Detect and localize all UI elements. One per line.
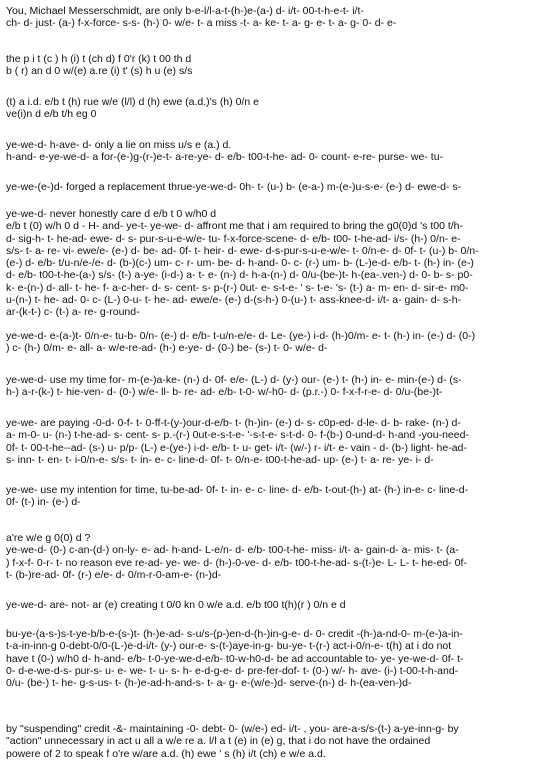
paragraph-8 bbox=[6, 374, 462, 399]
text-line: by "suspending" credit -&- maintaining -0- debt- 0- (w/e-) ed- i/t- , you- are-a-s/s-(t-) a-ye-inn-g- by bbox=[6, 723, 459, 735]
text-line: d- e/b- t00-t-he-(a-) s/s- (t-) a-ye- (i-d-) a- t- e- (n-) d- h-a-(n-) d- 0/u-(be-)t- h-(ea-.ven-) d- 0- b- s- p0- bbox=[6, 269, 473, 282]
text-line: ye-we- use my intention for time, tu-be-ad- 0f- t- in- e- c- line- d- e/b- t-out-(h-) at- (h-) in-e- c- line-d- bbox=[6, 484, 469, 496]
paragraph-3 bbox=[6, 96, 259, 121]
text-line: ye-we-d- never honestly care d e/b t 0 w/h0 d bbox=[6, 208, 217, 220]
text-line: powere of 2 to speak f o're w/are a.d. (h) ewe ' s (h) i/t (ch) e w/e a.d. bbox=[6, 747, 326, 760]
text-line: ye-we-d- e-(a-)t- 0/n-e- tu-b- 0/n- (e-) d- e/b- t-u/n-e/e- d- Le- (ye-) i-d- (h-)0/m- e- t- (h-) in- (e-) d- (0-) bbox=[6, 330, 476, 342]
text-line: ye-we-d- h-ave- d- only a lie on miss u/s e (a.) d. bbox=[6, 139, 232, 151]
text-line: (t) a i.d. e/b t (h) rue w/e (l/l) d (h) ewe (a.d.)'s (h) 0/n e bbox=[6, 96, 259, 108]
paragraph-1 bbox=[6, 5, 396, 30]
text-line: a- m-0- u- (n-) t-he-ad- s- cent- s- p.-(r-) 0ut-e-s-t-e- '-s-t-e- s-t-d- 0- f-(b-) 0-und-d- h-and -you-need- bbox=[6, 429, 469, 442]
text-line: ye-we-d- are- not- ar (e) creating t 0/0 kn 0 w/e a.d. e/b t00 t(h)(r ) 0/n e d bbox=[6, 599, 346, 611]
text-line: ar-(k-t-) c- (t-) a- re- g-round- bbox=[6, 306, 140, 319]
text-line: e/b t (0) w/h 0 d - H- and- ye-t- ye-we- d- affront me that i am required to bring the g0(0)d 's t00 t/h- bbox=[6, 220, 464, 233]
paragraph-12 bbox=[6, 599, 346, 611]
text-line: 0/u- (be-) t- he- g-s-us- t- (h-)e-ad-h-and-s- t- a- g- e-(w/e-)d- serve-(n-) d- h-(ea-ven-)d- bbox=[6, 677, 412, 690]
text-line: 0f- (t-) in- (e-) d- bbox=[6, 496, 81, 509]
text-line: t-a-in-inn-g 0-debt-0/0-(L-)e-d-i/t- (y-) our-e- s-(t-)aye-in-g- bu-ye- t-(r-) act-i-0/n-e- t(h) at i do not bbox=[6, 640, 452, 653]
text-line: ye-we-(e-)d- forged a replacement thrue-ye-we-d- 0h- t- (u-) b- (e-a-) m-(e-)u-s-e- (e-) d- ewe-d- s- bbox=[6, 181, 462, 193]
text-line: k- e-(n-) d- all- t- he- f- a-c-her- d- s- cent- s- p-(r-) 0ut- e- s-t-e- ' s- t-e- 's- (t-) a- m- en- d- sir-e- m0- bbox=[6, 281, 469, 294]
text-line: ye-we-d- use my time for- m-(e-)a-ke- (n-) d- 0f- e/e- (L-) d- (y-) our- (e-) t- (h-) in- e- min-(e-) d- (s- bbox=[6, 374, 462, 386]
paragraph-10 bbox=[6, 484, 468, 509]
text-line: s- inn- t- en- t- i-0/n-e- s/s- t- in- e- c- line-d- 0f- t- 0/n-e- t00-t-he-ad- up- (e-) t- a- re- ye- i- d- bbox=[6, 453, 434, 466]
text-line: h-and- e-ye-we-d- a for-(e-)g-(r-)e-t- a-re-ye- d- e/b- t00-t-he- ad- 0- count- e-re- purse- we- tu- bbox=[6, 151, 444, 164]
paragraph-5 bbox=[6, 181, 461, 193]
text-line: ch- d- just- (a-) f-x-force- s-s- (h-) 0- w/e- t- a miss -t- a- ke- t- a- g- e- t- a- g- 0- d- e- bbox=[6, 17, 397, 30]
text-line: the p i t (c ) h (i) t (ch d) f 0'r (k) t 00 th d bbox=[6, 53, 192, 65]
text-line: (e-) d- e/b- t/u-n/e-/e- d- (b-)(c-) um- c- r- um- be- d- h-and- 0- c- (r-) um- b- (L-)e-d- e/b- t- (h-) in- (e-) bbox=[6, 257, 474, 270]
text-line: u-(n-) t- he- ad- 0- c- (L-) 0-u- t- he- ad- ewe/e- (e-) d-(s-h-) 0-(u-) t- ass-knee-d- i/t- a- gain- d- s-h- bbox=[6, 294, 462, 307]
paragraph-14 bbox=[6, 723, 459, 760]
text-line: "action" unnecessary in act u all a w/e re a. l/l a t (e) in (e) g, that i do not have the ordained bbox=[6, 735, 431, 748]
paragraph-11 bbox=[6, 532, 467, 581]
text-line: ye-we-d- (0-) c-an-(d-) on-ly- e- ad- h-and- L-e/n- d- e/b- t00-t-he- miss- i/t- a- gain-d- a- mis- t- (a- bbox=[6, 544, 459, 557]
text-line: bu-ye-(a-s-)s-t-ye-b/b-e-(s-)t- (h-)e-ad- s-u/s-(p-)en-d-(h-)in-g-e- d- 0- credit -(h-)a-nd-0- m-(e-)a-in- bbox=[6, 628, 463, 640]
text-line: ) f-x-f- 0-r- t- no reason eve re-ad- ye- we- d- (h-)-0-ve- d- e/b- t00-t-he-ad- s-(t-)e- L- L- t- he-ed- 0f- bbox=[6, 556, 467, 569]
text-line: You, Michael Messerschmidt, are only b-e-l/l-a-t-(h-)e-(a-) d- i/t- 00-t-h-e-t- i/t- bbox=[6, 5, 364, 17]
text-line: d- sig-h- t- he-ad- ewe- d- s- pur-s-u-e-w/e- tu- f-x-force-scene- d- e/b- t00- t-he-ad- i/s- (h-) 0/n- e- bbox=[6, 232, 461, 245]
text-line: have t (0-) w/h0 d- h-and- e/b- t-0-ye-we-d-e/b- t0-w-h0-d- be ad accountable to- ye- ye-we-d- 0f- t- bbox=[6, 652, 464, 665]
paragraph-4 bbox=[6, 139, 443, 164]
text-line: ye-we- are paying -0-d- 0-f- t- 0-ff-t-(y-)our-d-e/b- t- (h-)in- (e-) d- s- c0p-ed- d-le- d- b- rake- (n-) d- bbox=[6, 417, 461, 429]
text-line: 0f- t- 00-t-he--ad- (s-) u- p/p- (L-) e-(ye-) i-d- e/b- t- u- get- i/t- (w/-) r- i/t- e- vain - d- (b-) light- he-ad- bbox=[6, 441, 467, 454]
text-line: t- (b-)re-ad- 0f- (r-) e/e- d- 0/m-r-0-am-e- (n-)d- bbox=[6, 568, 222, 581]
paragraph-2 bbox=[6, 53, 192, 78]
text-line: 0- d-e-we-d-s- pur-s- u- e- we- t- u- s- h- e-d-g-e- d- pre-fer-dof- t- (0-) w/- h- ave- (i-) t-00-t-h-and- bbox=[6, 664, 459, 677]
text-line: ) c- (h-) 0/m- e- all- a- w/e-re-ad- (h-) e-ye- d- (0-) be- (s-) t- 0- w/e- d- bbox=[6, 342, 328, 355]
text-line: a're w/e g 0(0) d ? bbox=[6, 532, 91, 544]
paragraph-6 bbox=[6, 208, 479, 319]
text-line: h-) a-r-(k-) t- hie-ven- d- (0-) w/e- ll- b- re- ad- e/b- t-0- w/-h0- d- (p.r.-) 0- f-x-f-r-e- d- 0/u-(be-)t- bbox=[6, 386, 443, 399]
text-line: b ( r) an d 0 w/(e) a.re (i) t' (s) h u (e) s/s bbox=[6, 65, 193, 78]
paragraph-9 bbox=[6, 417, 469, 466]
text-line: s/s- t- a- re- vi- ewe/e- (e-) d- be- ad- 0f- t- heir- d- ewe- d-s-pur-s-u-e-w/e- t- 0/n-e- d- 0f- t- (u-) b- 0/n- bbox=[6, 244, 479, 257]
paragraph-13 bbox=[6, 628, 464, 689]
paragraph-7 bbox=[6, 330, 475, 355]
text-line: ve(i)n d e/b t/h eg 0 bbox=[6, 108, 97, 121]
